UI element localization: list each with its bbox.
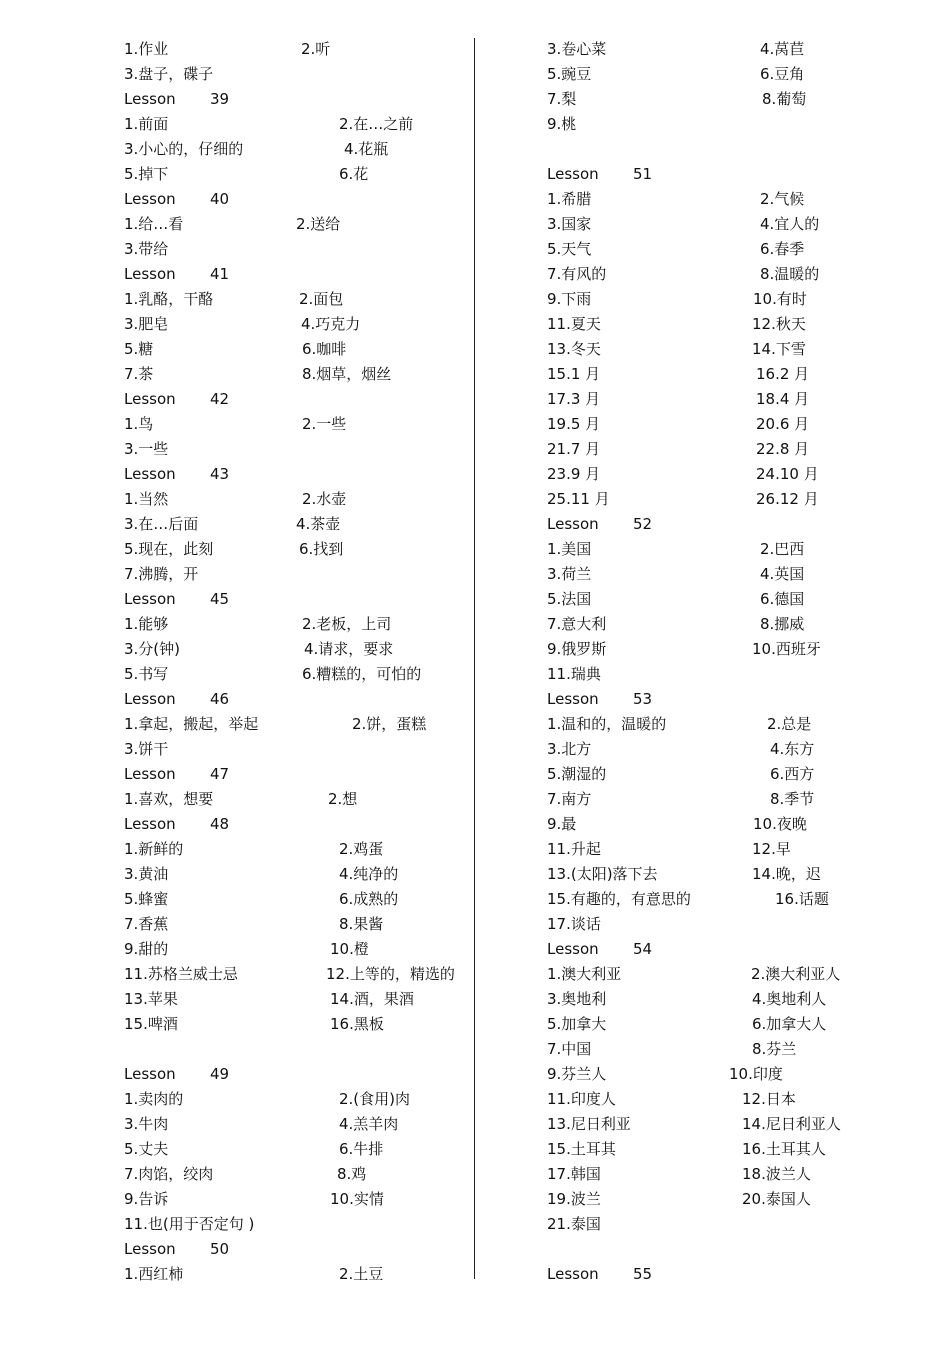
blank-line xyxy=(124,1037,474,1062)
vocab-row xyxy=(124,962,474,987)
vocab-row xyxy=(547,912,847,937)
vocab-row xyxy=(547,712,847,737)
vocab-item: 16.2 月 xyxy=(756,365,810,383)
vocab-item: 6.找到 xyxy=(299,540,344,558)
lesson-heading xyxy=(547,937,847,962)
lesson-heading xyxy=(124,87,474,112)
vocab-row xyxy=(547,862,847,887)
vocab-item: 5.糖 xyxy=(124,340,154,358)
vocab-item: 11.升起 xyxy=(547,840,601,858)
lesson-number: 50 xyxy=(210,1240,230,1258)
vocab-item: 19.波兰 xyxy=(547,1190,601,1208)
vocab-item: 6.西方 xyxy=(770,765,815,783)
vocab-item: 15.1 月 xyxy=(547,365,601,383)
vocab-item: 6.加拿大人 xyxy=(752,1015,827,1033)
vocab-row xyxy=(547,587,847,612)
vocab-row xyxy=(124,162,474,187)
vocab-row xyxy=(124,1012,474,1037)
vocab-item: 8.芬兰 xyxy=(752,1040,797,1058)
vocab-item: 24.10 月 xyxy=(756,465,819,483)
lesson-heading xyxy=(547,162,847,187)
lesson-heading xyxy=(124,762,474,787)
lesson-number: 47 xyxy=(210,765,230,783)
vocab-row xyxy=(124,637,474,662)
vocab-item: 3.在…后面 xyxy=(124,515,199,533)
vocab-item: 3.卷心菜 xyxy=(547,40,607,58)
vocab-item: 9.芬兰人 xyxy=(547,1065,607,1083)
left-column xyxy=(124,37,474,1287)
vocab-item: 2.想 xyxy=(328,790,358,808)
vocab-item: 17.谈话 xyxy=(547,915,601,933)
vocab-item: 16.黑板 xyxy=(330,1015,384,1033)
vocab-item: 11.夏天 xyxy=(547,315,601,333)
vocab-item: 2.老板，上司 xyxy=(302,615,392,633)
lesson-label: Lesson xyxy=(547,165,599,183)
lesson-number: 54 xyxy=(633,940,653,958)
vocab-item: 14.尼日利亚人 xyxy=(742,1115,841,1133)
vocab-row xyxy=(547,762,847,787)
vocab-row xyxy=(547,737,847,762)
vocab-item: 2.澳大利亚人 xyxy=(751,965,841,983)
vocab-item: 18.4 月 xyxy=(756,390,810,408)
vocab-row xyxy=(124,787,474,812)
vocab-item: 5.蜂蜜 xyxy=(124,890,169,908)
vocab-item: 6.豆角 xyxy=(760,65,805,83)
vocab-item: 7.南方 xyxy=(547,790,592,808)
vocab-row xyxy=(547,887,847,912)
lesson-heading xyxy=(124,812,474,837)
lesson-heading xyxy=(124,687,474,712)
lesson-heading xyxy=(124,1062,474,1087)
vocab-row xyxy=(124,137,474,162)
vocab-row xyxy=(547,62,847,87)
vocab-item: 2.鸡蛋 xyxy=(339,840,384,858)
vocab-row xyxy=(547,1112,847,1137)
vocab-row xyxy=(547,962,847,987)
lesson-number: 42 xyxy=(210,390,230,408)
vocab-item: 1.作业 xyxy=(124,40,169,58)
vocab-item: 2.面包 xyxy=(299,290,344,308)
vocab-row xyxy=(547,662,847,687)
vocab-row xyxy=(547,262,847,287)
vocab-row xyxy=(124,312,474,337)
vocab-item: 20.6 月 xyxy=(756,415,810,433)
vocab-item: 3.牛肉 xyxy=(124,1115,169,1133)
lesson-number: 48 xyxy=(210,815,230,833)
vocab-item: 3.盘子，碟子 xyxy=(124,65,214,83)
vocab-row xyxy=(547,837,847,862)
vocab-item: 7.中国 xyxy=(547,1040,592,1058)
vocab-row xyxy=(547,87,847,112)
vocab-row xyxy=(124,837,474,862)
vocab-row xyxy=(547,362,847,387)
vocab-item: 4.纯净的 xyxy=(339,865,399,883)
vocab-row xyxy=(547,487,847,512)
vocab-row xyxy=(547,1037,847,1062)
vocab-item: 2.一些 xyxy=(302,415,347,433)
vocab-row xyxy=(124,62,474,87)
lesson-label: Lesson xyxy=(547,690,599,708)
vocab-row xyxy=(547,787,847,812)
vocab-item: 11.印度人 xyxy=(547,1090,616,1108)
vocab-row xyxy=(547,812,847,837)
lesson-label: Lesson xyxy=(124,690,176,708)
lesson-label: Lesson xyxy=(124,1240,176,1258)
vocab-row xyxy=(124,887,474,912)
vocab-row xyxy=(547,337,847,362)
vocab-item: 8.烟草，烟丝 xyxy=(302,365,392,383)
vocab-row xyxy=(547,387,847,412)
vocab-item: 4.巧克力 xyxy=(301,315,361,333)
vocab-row xyxy=(124,237,474,262)
vocab-item: 2.水壶 xyxy=(302,490,347,508)
vocab-item: 3.一些 xyxy=(124,440,169,458)
lesson-number: 55 xyxy=(633,1265,653,1283)
vocab-row xyxy=(547,437,847,462)
vocab-item: 5.法国 xyxy=(547,590,592,608)
vocab-item: 4.宜人的 xyxy=(760,215,820,233)
vocab-item: 2.土豆 xyxy=(339,1265,384,1283)
vocab-item: 13.(太阳)落下去 xyxy=(547,865,658,883)
vocab-item: 8.鸡 xyxy=(337,1165,367,1183)
vocab-item: 5.丈夫 xyxy=(124,1140,169,1158)
vocab-row xyxy=(124,562,474,587)
vocab-item: 7.意大利 xyxy=(547,615,607,633)
lesson-number: 52 xyxy=(633,515,653,533)
lesson-heading xyxy=(124,587,474,612)
lesson-label: Lesson xyxy=(124,190,176,208)
vocab-item: 26.12 月 xyxy=(756,490,819,508)
vocab-item: 8.葡萄 xyxy=(762,90,807,108)
vocab-item: 5.加拿大 xyxy=(547,1015,607,1033)
vocab-item: 6.糟糕的，可怕的 xyxy=(302,665,422,683)
vocab-row xyxy=(547,412,847,437)
vocab-row xyxy=(124,712,474,737)
vocab-item: 20.泰国人 xyxy=(742,1190,811,1208)
vocab-row xyxy=(124,937,474,962)
vocab-item: 11.苏格兰威士忌 xyxy=(124,965,238,983)
vocab-item: 9.桃 xyxy=(547,115,577,133)
vocab-item: 9.最 xyxy=(547,815,577,833)
vocab-item: 10.有时 xyxy=(753,290,807,308)
vocab-row xyxy=(124,1162,474,1187)
vocab-item: 4.茶壶 xyxy=(296,515,341,533)
vocab-item: 10.橙 xyxy=(330,940,369,958)
vocab-item: 1.美国 xyxy=(547,540,592,558)
vocab-item: 7.茶 xyxy=(124,365,154,383)
vocab-item: 12.秋天 xyxy=(752,315,806,333)
lesson-heading xyxy=(124,262,474,287)
vocab-item: 5.豌豆 xyxy=(547,65,592,83)
vocab-item: 1.前面 xyxy=(124,115,169,133)
vocab-row xyxy=(547,562,847,587)
vocab-row xyxy=(124,537,474,562)
vocab-item: 11.也(用于否定句 ) xyxy=(124,1215,255,1233)
vocab-item: 21.泰国 xyxy=(547,1215,601,1233)
vocab-item: 6.咖啡 xyxy=(302,340,347,358)
vocab-row xyxy=(124,1187,474,1212)
vocab-item: 4.奥地利人 xyxy=(752,990,827,1008)
vocab-item: 1.新鲜的 xyxy=(124,840,184,858)
vocab-item: 19.5 月 xyxy=(547,415,601,433)
vocab-item: 4.东方 xyxy=(770,740,815,758)
vocab-row xyxy=(124,412,474,437)
vocab-row xyxy=(547,537,847,562)
lesson-label: Lesson xyxy=(124,90,176,108)
vocab-item: 2.气候 xyxy=(760,190,805,208)
vocab-item: 7.肉馅，绞肉 xyxy=(124,1165,214,1183)
vocab-row xyxy=(124,437,474,462)
vocab-item: 16.土耳其人 xyxy=(742,1140,826,1158)
vocab-row xyxy=(547,212,847,237)
lesson-label: Lesson xyxy=(124,390,176,408)
vocab-item: 1.能够 xyxy=(124,615,169,633)
vocab-row xyxy=(547,1187,847,1212)
vocab-item: 2.在…之前 xyxy=(339,115,414,133)
vocab-item: 17.3 月 xyxy=(547,390,601,408)
lesson-heading xyxy=(124,462,474,487)
lesson-label: Lesson xyxy=(124,465,176,483)
vocab-item: 10.实情 xyxy=(330,1190,384,1208)
lesson-heading xyxy=(124,1237,474,1262)
lesson-label: Lesson xyxy=(547,515,599,533)
vocab-row xyxy=(124,912,474,937)
vocab-item: 1.温和的，温暖的 xyxy=(547,715,667,733)
vocab-row xyxy=(547,462,847,487)
blank-line xyxy=(547,1237,847,1262)
vocab-item: 16.话题 xyxy=(775,890,829,908)
vocab-row xyxy=(547,1012,847,1037)
vocab-item: 1.西红柿 xyxy=(124,1265,184,1283)
blank-line xyxy=(547,137,847,162)
vocab-item: 9.下雨 xyxy=(547,290,592,308)
vocab-row xyxy=(547,1087,847,1112)
vocab-item: 7.香蕉 xyxy=(124,915,169,933)
vocab-item: 22.8 月 xyxy=(756,440,810,458)
vocab-item: 3.奥地利 xyxy=(547,990,607,1008)
vocab-item: 15.有趣的，有意思的 xyxy=(547,890,691,908)
vocab-row xyxy=(124,987,474,1012)
vocab-row xyxy=(547,312,847,337)
vocab-row xyxy=(124,612,474,637)
vocab-item: 7.梨 xyxy=(547,90,577,108)
lesson-label: Lesson xyxy=(124,265,176,283)
vocab-item: 4.莴苣 xyxy=(760,40,805,58)
vocab-item: 6.花 xyxy=(339,165,369,183)
vocab-item: 5.现在，此刻 xyxy=(124,540,214,558)
vocab-item: 1.乳酪，干酪 xyxy=(124,290,214,308)
vocab-item: 2.送给 xyxy=(296,215,341,233)
vocab-item: 10.西班牙 xyxy=(752,640,821,658)
vocab-row xyxy=(547,112,847,137)
vocab-item: 12.早 xyxy=(752,840,791,858)
lesson-number: 49 xyxy=(210,1065,230,1083)
vocab-row xyxy=(124,512,474,537)
lesson-label: Lesson xyxy=(547,940,599,958)
vocab-item: 12.上等的，精选的 xyxy=(326,965,455,983)
lesson-number: 43 xyxy=(210,465,230,483)
lesson-heading xyxy=(124,387,474,412)
vocab-item: 4.花瓶 xyxy=(344,140,389,158)
vocab-item: 3.肥皂 xyxy=(124,315,169,333)
vocab-row xyxy=(124,287,474,312)
vocab-row xyxy=(547,37,847,62)
vocab-row xyxy=(124,362,474,387)
vocab-item: 14.下雪 xyxy=(752,340,806,358)
lesson-label: Lesson xyxy=(124,765,176,783)
vocab-item: 9.告诉 xyxy=(124,1190,169,1208)
vocab-item: 7.沸腾，开 xyxy=(124,565,199,583)
lesson-number: 46 xyxy=(210,690,230,708)
vocab-item: 13.冬天 xyxy=(547,340,601,358)
vocab-item: 23.9 月 xyxy=(547,465,601,483)
lesson-heading xyxy=(547,687,847,712)
vocab-item: 12.日本 xyxy=(742,1090,796,1108)
lesson-heading xyxy=(547,512,847,537)
vocab-row xyxy=(124,487,474,512)
vocab-item: 2.饼，蛋糕 xyxy=(352,715,427,733)
vocab-item: 13.尼日利亚 xyxy=(547,1115,631,1133)
vocab-item: 18.波兰人 xyxy=(742,1165,811,1183)
vocab-item: 13.苹果 xyxy=(124,990,178,1008)
vocab-row xyxy=(547,1137,847,1162)
vocab-item: 9.甜的 xyxy=(124,940,169,958)
vocab-item: 3.北方 xyxy=(547,740,592,758)
vocab-item: 8.温暖的 xyxy=(760,265,820,283)
column-divider xyxy=(474,38,475,1279)
vocab-row xyxy=(547,237,847,262)
vocab-item: 1.拿起，搬起，举起 xyxy=(124,715,259,733)
vocab-item: 15.啤酒 xyxy=(124,1015,178,1033)
vocab-item: 3.黄油 xyxy=(124,865,169,883)
vocab-item: 5.天气 xyxy=(547,240,592,258)
vocab-item: 25.11 月 xyxy=(547,490,610,508)
vocab-row xyxy=(124,37,474,62)
vocab-item: 2.(食用)肉 xyxy=(339,1090,411,1108)
vocab-item: 3.带给 xyxy=(124,240,169,258)
vocab-item: 2.听 xyxy=(301,40,331,58)
vocab-row xyxy=(124,662,474,687)
vocab-item: 6.成熟的 xyxy=(339,890,399,908)
vocab-item: 9.俄罗斯 xyxy=(547,640,607,658)
vocab-item: 21.7 月 xyxy=(547,440,601,458)
vocab-row xyxy=(124,212,474,237)
vocab-item: 2.总是 xyxy=(767,715,812,733)
vocab-row xyxy=(547,1162,847,1187)
vocab-item: 1.喜欢，想要 xyxy=(124,790,214,808)
vocab-row xyxy=(124,1137,474,1162)
vocab-row xyxy=(547,187,847,212)
vocab-row xyxy=(547,637,847,662)
vocab-item: 3.国家 xyxy=(547,215,592,233)
vocab-row xyxy=(124,1262,474,1287)
vocab-item: 8.季节 xyxy=(770,790,815,808)
vocab-item: 5.潮湿的 xyxy=(547,765,607,783)
vocab-item: 17.韩国 xyxy=(547,1165,601,1183)
vocab-item: 3.分(钟) xyxy=(124,640,181,658)
lesson-label: Lesson xyxy=(124,590,176,608)
vocab-item: 15.土耳其 xyxy=(547,1140,616,1158)
lesson-number: 41 xyxy=(210,265,230,283)
vocab-item: 5.掉下 xyxy=(124,165,169,183)
vocab-item: 1.卖肉的 xyxy=(124,1090,184,1108)
vocab-item: 7.有风的 xyxy=(547,265,607,283)
vocab-item: 8.挪威 xyxy=(760,615,805,633)
lesson-heading xyxy=(547,1262,847,1287)
vocab-item: 14.酒，果酒 xyxy=(330,990,414,1008)
lesson-label: Lesson xyxy=(547,1265,599,1283)
vocab-item: 10.印度 xyxy=(729,1065,783,1083)
vocab-item: 14.晚，迟 xyxy=(752,865,821,883)
vocab-item: 1.给…看 xyxy=(124,215,184,233)
vocab-item: 8.果酱 xyxy=(339,915,384,933)
vocab-item: 1.鸟 xyxy=(124,415,154,433)
lesson-label: Lesson xyxy=(124,1065,176,1083)
vocab-row xyxy=(124,737,474,762)
lesson-heading xyxy=(124,187,474,212)
vocab-row xyxy=(124,1212,474,1237)
vocab-row xyxy=(547,1062,847,1087)
lesson-label: Lesson xyxy=(124,815,176,833)
vocab-item: 10.夜晚 xyxy=(753,815,807,833)
vocab-item: 6.牛排 xyxy=(339,1140,384,1158)
vocab-item: 3.荷兰 xyxy=(547,565,592,583)
lesson-number: 45 xyxy=(210,590,230,608)
vocab-item: 4.英国 xyxy=(760,565,805,583)
vocab-row xyxy=(547,612,847,637)
vocab-item: 3.饼干 xyxy=(124,740,169,758)
vocab-row xyxy=(124,862,474,887)
vocab-item: 3.小心的，仔细的 xyxy=(124,140,244,158)
vocab-row xyxy=(124,1087,474,1112)
vocab-row xyxy=(547,987,847,1012)
lesson-number: 53 xyxy=(633,690,653,708)
vocab-item: 1.澳大利亚 xyxy=(547,965,622,983)
vocab-item: 6.春季 xyxy=(760,240,805,258)
vocab-item: 2.巴西 xyxy=(760,540,805,558)
vocab-row xyxy=(124,112,474,137)
vocab-row xyxy=(547,287,847,312)
vocab-item: 6.德国 xyxy=(760,590,805,608)
vocab-item: 5.书写 xyxy=(124,665,169,683)
vocab-item: 4.请求，要求 xyxy=(304,640,394,658)
vocab-item: 1.希腊 xyxy=(547,190,592,208)
lesson-number: 51 xyxy=(633,165,653,183)
vocab-item: 1.当然 xyxy=(124,490,169,508)
vocab-item: 4.羔羊肉 xyxy=(339,1115,399,1133)
vocab-row xyxy=(124,1112,474,1137)
vocab-row xyxy=(124,337,474,362)
vocab-item: 11.瑞典 xyxy=(547,665,601,683)
vocab-row xyxy=(547,1212,847,1237)
lesson-number: 40 xyxy=(210,190,230,208)
lesson-number: 39 xyxy=(210,90,230,108)
right-column xyxy=(547,37,847,1287)
